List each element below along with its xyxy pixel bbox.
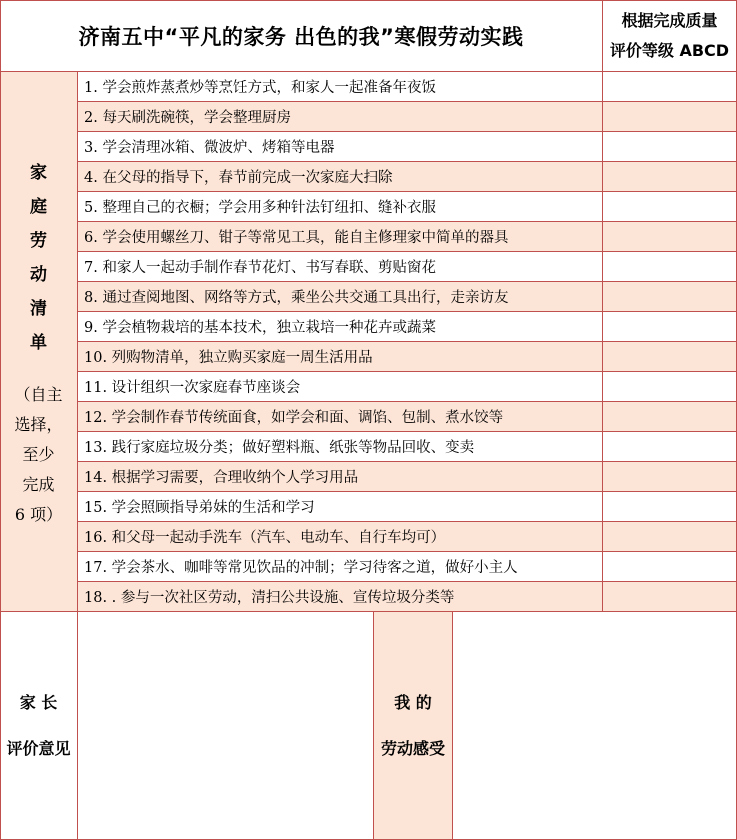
feelings-label-line2: 劳动感受 bbox=[380, 738, 445, 758]
chore-item: 12. 学会制作春节传统面食，如学会和面、调馅、包制、煮水饺等 bbox=[78, 402, 603, 432]
chore-item: 7. 和家人一起动手制作春节花灯、书写春联、剪贴窗花 bbox=[78, 252, 603, 282]
parent-label-line1: 家 长 bbox=[19, 692, 58, 712]
chore-item: 1. 学会煎炸蒸煮炒等烹饪方式，和家人一起准备年夜饭 bbox=[78, 72, 603, 102]
grade-input-cell[interactable] bbox=[603, 462, 737, 492]
grade-input-cell[interactable] bbox=[603, 192, 737, 222]
chore-item: 15. 学会照顾指导弟妹的生活和学习 bbox=[78, 492, 603, 522]
grade-input-cell[interactable] bbox=[603, 432, 737, 462]
grade-input-cell[interactable] bbox=[603, 342, 737, 372]
parent-evaluation-area[interactable] bbox=[78, 612, 374, 840]
note-line: 完成 bbox=[22, 475, 55, 494]
grade-input-cell[interactable] bbox=[603, 582, 737, 612]
label-char: 清 bbox=[30, 299, 47, 319]
chore-item: 13. 践行家庭垃圾分类；做好塑料瓶、纸张等物品回收、变卖 bbox=[78, 432, 603, 462]
feelings-label-line1: 我 的 bbox=[394, 692, 432, 712]
my-feelings-area[interactable] bbox=[453, 612, 737, 840]
grade-input-cell[interactable] bbox=[603, 132, 737, 162]
chore-item: 16. 和父母一起动手洗车（汽车、电动车、自行车均可） bbox=[78, 522, 603, 552]
chore-item: 2. 每天刷洗碗筷，学会整理厨房 bbox=[78, 102, 603, 132]
grade-input-cell[interactable] bbox=[603, 222, 737, 252]
chore-item: 6. 学会使用螺丝刀、钳子等常见工具，能自主修理家中简单的器具 bbox=[78, 222, 603, 252]
grade-input-cell[interactable] bbox=[603, 402, 737, 432]
chore-item: 4. 在父母的指导下，春节前完成一次家庭大扫除 bbox=[78, 162, 603, 192]
household-chores-label-cell bbox=[0, 72, 78, 612]
grade-input-cell[interactable] bbox=[603, 252, 737, 282]
label-char: 劳 bbox=[30, 231, 47, 251]
parent-label-line2: 评价意见 bbox=[6, 738, 71, 758]
label-char: 庭 bbox=[30, 197, 47, 217]
grade-header-cell bbox=[603, 0, 737, 72]
label-char: 单 bbox=[30, 333, 47, 353]
grade-input-cell[interactable] bbox=[603, 312, 737, 342]
label-char: 动 bbox=[30, 265, 47, 285]
grade-input-cell[interactable] bbox=[603, 102, 737, 132]
grade-input-cell[interactable] bbox=[603, 492, 737, 522]
chore-item: 3. 学会清理冰箱、微波炉、烤箱等电器 bbox=[78, 132, 603, 162]
my-feelings-label-cell bbox=[374, 612, 453, 840]
note-line: 至少 bbox=[22, 445, 55, 464]
household-chores-label bbox=[30, 156, 47, 360]
parent-evaluation-label-cell bbox=[0, 612, 78, 840]
grade-input-cell[interactable] bbox=[603, 522, 737, 552]
grade-input-cell[interactable] bbox=[603, 162, 737, 192]
grade-input-cell[interactable] bbox=[603, 72, 737, 102]
grade-header-line2: 评价等级 ABCD bbox=[609, 40, 730, 60]
chore-item: 9. 学会植物栽培的基本技术，独立栽培一种花卉或蔬菜 bbox=[78, 312, 603, 342]
chore-item: 11. 设计组织一次家庭春节座谈会 bbox=[78, 372, 603, 402]
chore-item: 8. 通过查阅地图、网络等方式，乘坐公共交通工具出行，走亲访友 bbox=[78, 282, 603, 312]
chore-item: 5. 整理自己的衣橱；学会用多种针法钉纽扣、缝补衣服 bbox=[78, 192, 603, 222]
grade-input-cell[interactable] bbox=[603, 372, 737, 402]
grade-input-cell[interactable] bbox=[603, 552, 737, 582]
selection-note bbox=[9, 380, 69, 530]
title-cell bbox=[0, 0, 603, 72]
note-line: 选择， bbox=[14, 415, 63, 434]
note-line: （自主 bbox=[14, 385, 63, 404]
chore-item: 17. 学会茶水、咖啡等常见饮品的冲制；学习待客之道，做好小主人 bbox=[78, 552, 603, 582]
chore-item: 10. 列购物清单，独立购买家庭一周生活用品 bbox=[78, 342, 603, 372]
note-line: 6 项） bbox=[14, 505, 63, 524]
page-title: 济南五中“平凡的家务 出色的我”寒假劳动实践 bbox=[78, 24, 524, 49]
grade-input-cell[interactable] bbox=[603, 282, 737, 312]
label-char: 家 bbox=[30, 163, 47, 183]
grade-header-line1: 根据完成质量 bbox=[621, 10, 718, 30]
chore-item: 18. . 参与一次社区劳动，清扫公共设施、宣传垃圾分类等 bbox=[78, 582, 603, 612]
chore-item: 14. 根据学习需要，合理收纳个人学习用品 bbox=[78, 462, 603, 492]
